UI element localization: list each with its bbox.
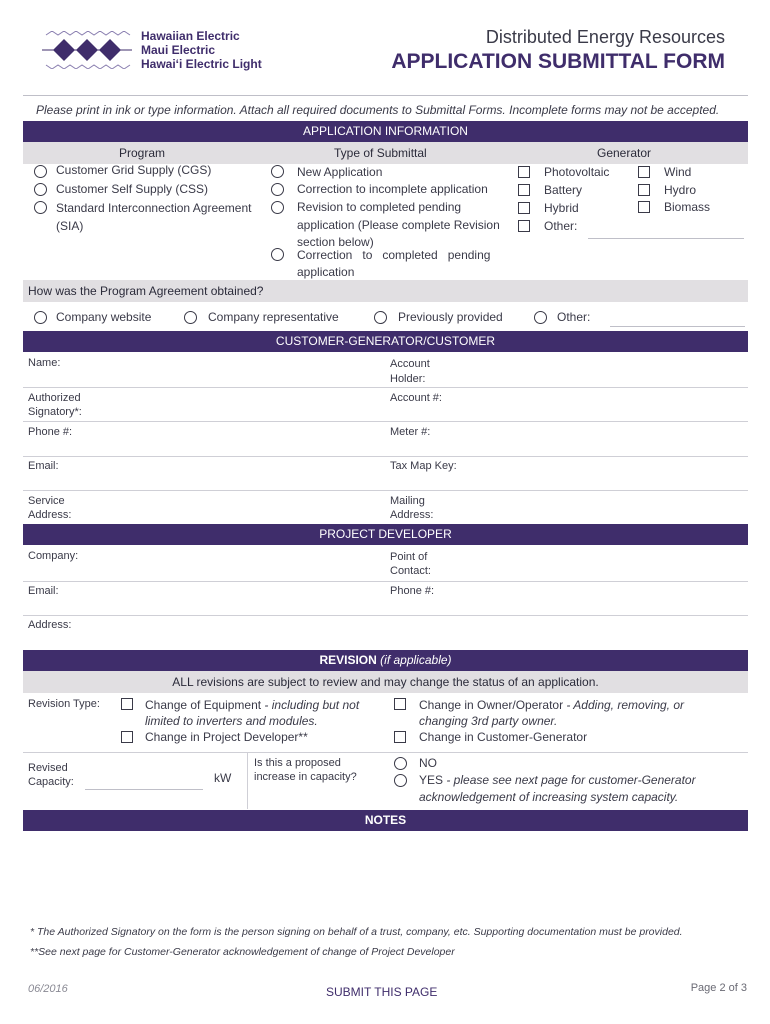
service-address-label [28,494,71,522]
increase-yes-title: YES [419,773,444,787]
mailing-address-label [390,494,433,522]
generator-biomass-label: Biomass [664,200,711,214]
developer-phone-label: Phone #: [390,585,435,597]
revision-type-label: Revision Type: [28,698,100,710]
generator-pv-label: Photovoltaic [544,165,610,179]
page-number: Page 2 of 3 [690,982,747,994]
company-name: Hawai‘i Electric Light [141,57,262,71]
revision-notice-row [23,671,748,693]
agreement-question-row [23,280,748,302]
submittal-revision-label-cont2: section below) [297,235,374,249]
generator-hybrid-checkbox[interactable] [518,202,530,214]
program-cgs-radio[interactable] [34,165,47,178]
company-name: Maui Electric [141,43,216,57]
generator-biomass-checkbox[interactable] [638,201,650,213]
program-sia-label-cont: (SIA) [56,219,84,233]
revised-capacity-label [28,761,74,789]
account-holder-line: Account [390,358,430,370]
increase-yes-radio[interactable] [394,774,407,787]
program-header: Program [119,146,166,160]
developer-bar: PROJECT DEVELOPER [23,524,748,545]
application-info-header-row [23,142,748,164]
increase-question [254,756,357,784]
change-customer-generator-checkbox[interactable] [394,731,406,743]
logo-diamonds-icon [42,31,132,69]
agreement-previous-label: Previously provided [398,310,503,324]
change-owner-note: - Adding, removing, or [563,698,685,712]
account-holder-line: Holder: [390,373,426,385]
poc-line: Contact: [390,565,431,577]
change-owner-label [419,698,684,712]
revision-bar [23,650,748,671]
submittal-correction-incomplete-radio[interactable] [271,183,284,196]
change-owner-note-cont: changing 3rd party owner. [419,714,558,728]
generator-battery-checkbox[interactable] [518,184,530,196]
program-css-label: Customer Self Supply (CSS) [56,182,209,196]
increase-yes-label [419,773,696,787]
customer-bar: CUSTOMER-GENERATOR/CUSTOMER [23,331,748,352]
company-names [141,29,262,71]
agreement-website-label: Company website [56,310,152,324]
submit-page-button[interactable]: SUBMIT THIS PAGE [326,985,438,999]
generator-hybrid-label: Hybrid [544,201,579,215]
poc-line: Point of [390,551,428,563]
tax-map-label: Tax Map Key: [390,460,457,472]
program-sia-label: Standard Interconnection Agreement [56,201,252,215]
change-equipment-label [145,698,359,712]
program-css-radio[interactable] [34,183,47,196]
meter-number-label: Meter #: [390,426,431,438]
submittal-correction-incomplete-label: Correction to incomplete application [297,182,488,196]
submittal-correction-completed-label-cont: application [297,265,355,279]
program-sia-radio[interactable] [34,201,47,214]
change-owner-title: Change in Owner/Operator [419,698,564,712]
account-number-label: Account #: [390,392,442,404]
mailing-line: Address: [390,509,434,521]
increase-line: Is this a proposed [254,757,341,769]
agreement-other-radio[interactable] [534,311,547,324]
submittal-new-radio[interactable] [271,165,284,178]
change-equipment-checkbox[interactable] [121,698,133,710]
submittal-revision-radio[interactable] [271,201,284,214]
generator-pv-checkbox[interactable] [518,166,530,178]
account-holder-label [390,357,430,387]
generator-other-checkbox[interactable] [518,220,530,232]
form-date: 06/2016 [28,983,68,995]
row-divider [23,421,748,422]
change-equipment-title: Change of Equipment [145,698,262,712]
agreement-question: How was the Program Agreement obtained? [28,284,264,298]
service-line: Service [28,495,65,507]
agreement-other-label: Other: [557,310,591,324]
service-line: Address: [28,509,72,521]
change-equipment-note-cont: limited to inverters and modules. [145,714,318,728]
increase-yes-note: - please see next page for customer-Generator [443,773,696,787]
authorized-signatory-label [28,391,82,419]
row-divider [23,581,748,582]
generator-wind-label: Wind [664,165,692,179]
kw-unit: kW [214,771,232,785]
company-logo [42,31,132,69]
form-title: APPLICATION SUBMITTAL FORM [391,50,725,73]
form-subtitle: Distributed Energy Resources [485,27,725,47]
customer-phone-label: Phone #: [28,426,73,438]
generator-hydro-label: Hydro [664,183,697,197]
point-of-contact-label [390,550,431,578]
program-cgs-label: Customer Grid Supply (CGS) [56,163,212,177]
change-owner-checkbox[interactable] [394,698,406,710]
revised-capacity-input[interactable] [85,789,203,790]
row-divider [23,456,748,457]
generator-battery-label: Battery [544,183,583,197]
row-divider [23,490,748,491]
generator-header: Generator [597,146,652,160]
increase-no-label: NO [419,756,437,770]
authorized-line: Signatory*: [28,406,82,418]
header-divider [23,95,748,96]
agreement-representative-radio[interactable] [184,311,197,324]
footnote-authorized: * The Authorized Signatory on the form is the person signing on behalf of a trust, company, etc. Supporting documentation must be provided. [30,926,683,938]
increase-no-radio[interactable] [394,757,407,770]
revision-notice: ALL revisions are subject to review and may change the status of an application. [172,675,599,689]
change-equipment-note: - including but not [261,698,360,712]
agreement-previous-radio[interactable] [374,311,387,324]
developer-email-label: Email: [28,585,59,597]
customer-email-label: Email: [28,460,59,472]
agreement-website-radio[interactable] [34,311,47,324]
generator-other-input[interactable] [588,238,744,239]
instructions: Please print in ink or type information. Attach all required documents to Submittal Forms. Incomplete forms may not be accepted. [36,103,720,117]
generator-other-label: Other: [544,219,578,233]
change-developer-label: Change in Project Developer** [145,730,308,744]
change-developer-checkbox[interactable] [121,731,133,743]
notes-bar: NOTES [23,810,748,831]
generator-hydro-checkbox[interactable] [638,184,650,196]
authorized-line: Authorized [28,392,81,404]
row-divider [23,387,748,388]
submittal-revision-label-cont: application (Please complete Revision [297,218,500,232]
capacity-line: Capacity: [28,776,74,788]
company-name: Hawaiian Electric [141,29,240,43]
revision-bar-title: REVISION [319,653,377,667]
row-divider [23,615,748,616]
increase-line: increase in capacity? [254,771,357,783]
submittal-correction-completed-radio[interactable] [271,248,284,261]
application-info-bar: APPLICATION INFORMATION [23,121,748,142]
submittal-correction-completed-label: Correction to completed pending [297,248,491,262]
notes-area[interactable] [23,832,748,917]
row-divider [23,752,748,753]
submittal-header: Type of Submittal [334,146,427,160]
footnote-developer: **See next page for Customer-Generator acknowledgement of change of Project Developer [30,946,455,958]
customer-name-label: Name: [28,357,61,369]
increase-yes-note-cont: acknowledgement of increasing system capacity. [419,790,679,804]
agreement-representative-label: Company representative [208,310,339,324]
revision-bar-suffix: (if applicable) [380,653,452,667]
change-customer-generator-label: Change in Customer-Generator [419,730,588,744]
developer-company-label: Company: [28,550,79,562]
developer-address-label: Address: [28,619,72,631]
capacity-divider [247,753,248,809]
generator-wind-checkbox[interactable] [638,166,650,178]
submittal-new-label: New Application [297,165,383,179]
capacity-line: Revised [28,762,68,774]
agreement-other-input[interactable] [610,326,745,327]
submittal-revision-label: Revision to completed pending [297,200,462,214]
mailing-line: Mailing [390,495,425,507]
